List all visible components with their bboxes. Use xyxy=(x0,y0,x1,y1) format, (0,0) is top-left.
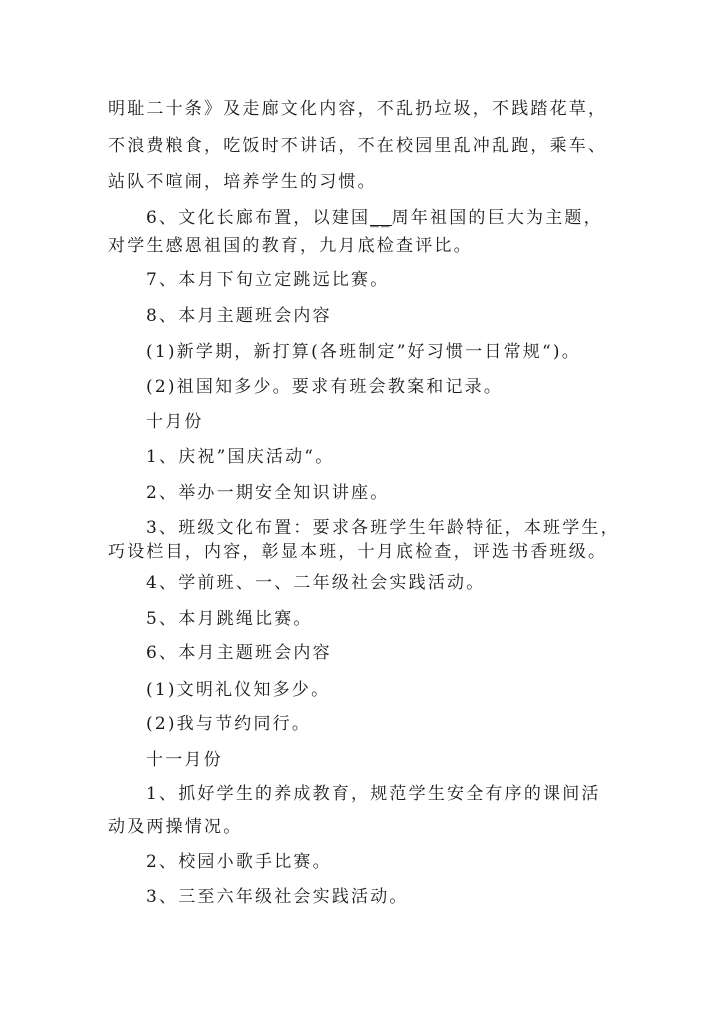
list-item: 8、本月主题班会内容 xyxy=(146,306,332,326)
list-item: 7、本月下旬立定跳远比赛。 xyxy=(146,270,390,290)
paragraph-line: 巧设栏目，内容，彰显本班，十月底检查，评选书香班级。 xyxy=(108,542,608,562)
list-item: (1)文明礼仪知多少。 xyxy=(146,680,331,700)
list-item: 5、本月跳绳比赛。 xyxy=(146,609,313,629)
list-item: 4、学前班、一、二年级社会实践活动。 xyxy=(146,573,486,593)
list-item: (2)我与节约同行。 xyxy=(146,714,312,734)
paragraph-line: 不浪费粮食，吃饭时不讲话，不在校园里乱冲乱跑，乘车、 xyxy=(108,136,608,156)
paragraph-line: 站队不喧闹，培养学生的习惯。 xyxy=(108,172,377,192)
section-heading: 十月份 xyxy=(146,412,204,432)
list-item: 1、庆祝”国庆活动“。 xyxy=(146,447,335,467)
list-item: 2、校园小歌手比赛。 xyxy=(146,852,332,872)
line-text: 周年祖国的巨大为主题， xyxy=(391,208,603,228)
paragraph-line xyxy=(146,208,603,228)
list-item: (2)祖国知多少。要求有班会教案和记录。 xyxy=(146,377,504,397)
blank-underline: __ xyxy=(370,208,392,228)
paragraph-line: 对学生感恩祖国的教育，九月底检查评比。 xyxy=(108,236,473,256)
paragraph-line: 动及两操情况。 xyxy=(108,817,243,837)
list-item: 3、班级文化布置：要求各班学生年龄特征，本班学生， xyxy=(146,518,620,538)
list-item: 3、三至六年级社会实践活动。 xyxy=(146,887,409,907)
list-item: 6、本月主题班会内容 xyxy=(146,643,332,663)
paragraph-line: 明耻二十条》及走廊文化内容，不乱扔垃圾，不践踏花草， xyxy=(108,99,608,119)
list-item: (1)新学期，新打算(各班制定”好习惯一日常规“)。 xyxy=(146,342,581,362)
section-heading: 十一月份 xyxy=(146,750,223,770)
list-item: 2、举办一期安全知识讲座。 xyxy=(146,483,390,503)
list-item: 1、抓好学生的养成教育，规范学生安全有序的课间活 xyxy=(146,784,601,804)
line-text: 6、文化长廊布置，以建国 xyxy=(146,208,371,228)
